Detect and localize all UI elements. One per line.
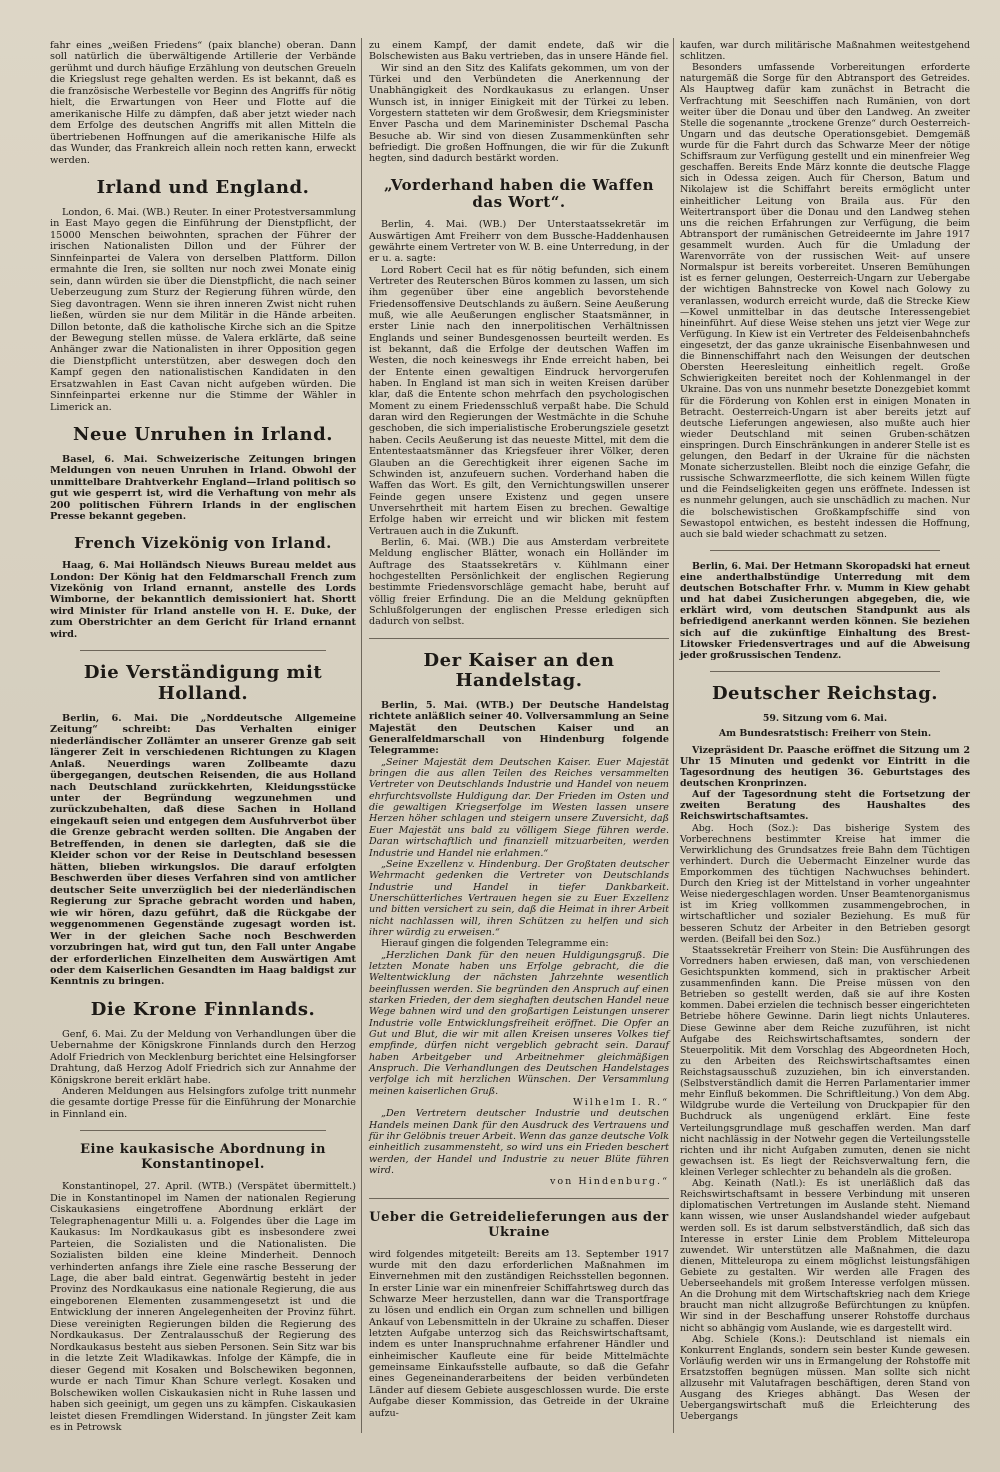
article-paragraph: „Den Vertretern deutscher Industrie und deutschen Handels meinen Dank für den Ausdruck des Vertrauens und für ihr Gelöbnis treuer Arbeit. Wenn das ganze deutsche Volk einheitlich zusammensteht, so wird uns ein Frieden beschert werden, der Handel und Industrie zu neuer Blüte führen wird.	[369, 1108, 669, 1177]
article-paragraph: Berlin, 6. Mai. (WB.) Die aus Amsterdam verbreitete Meldung englischer Blätter, wonach ein Holländer im Auftrage des Staatssekretärs v. Kühlmann einer hochgestellten Persönlichkeit der englischen Regierung bestimmte Friedensvorschläge gemacht habe, beruht auf völlig freier Erfindung. Die an die Meldung geknüpften Schlußfolgerungen der englischen Presse erledigen sich dadurch von selbst.	[369, 536, 669, 628]
article-paragraph: Berlin, 5. Mai. (WTB.) Der Deutsche Handelstag richtete anläßlich seiner 40. Vollversammlung an Seine Majestät den Deutschen Kaiser und an Generalfeldmarschall von Hindenburg folgende Telegramme:	[369, 700, 669, 757]
column-rule	[673, 38, 674, 1433]
divider	[80, 1130, 326, 1131]
column-middle	[369, 40, 669, 1419]
article-headline: „Vorderhand haben die Waffen das Wort“.	[383, 175, 655, 212]
article-paragraph: kaufen, war durch militärische Maßnahmen weitestgehend schlitzen.	[680, 40, 970, 63]
article-paragraph: Lord Robert Cecil hat es für nötig befunden, sich einem Vertreter des Reuterschen Büros kommen zu lassen, um sich ihm gegenüber über eine angeblich bevorstehende Friedensoffensive Deutschlands zu äußern. Seine Aeußerung muß, wie alle Aeußerungen englischer Staatsmänner, in erster Linie nach den innerpolitischen Verhältnissen Englands und seiner Bundesgenossen beurteilt werden. Es ist bekannt, daß die Erfolge der deutschen Waffen im Westen, die noch keineswegs ihr Ende erreicht haben, bei der Entente einen gewaltigen Eindruck hervorgerufen haben. In England ist man sich in weiten Kreisen darüber klar, daß die Entente schon mehrfach den psychologischen Moment zu einem Friedensschluß verpaßt habe. Die Schuld daran wird den Regierungen der Westmächte in die Schuhe geschoben, die sich imperialistische Eroberungsziele gesetzt haben. Cecils Aeußerung ist das neueste Mittel, mit dem die Ententestaatsmänner das Kriegsfeuer ihrer Völker, deren Glauben an die Gerechtigkeit ihrer eigenen Sache im Schwinden ist, anzufeuern suchen. Vorderhand haben die Waffen das Wort. Es gilt, den Vernichtungswillen unserer Feinde gegen unsere Existenz und gegen unsere Unversehrtheit mit hartem Eisen zu brechen. Gewaltige Erfolge haben wir erreicht und wir blicken mit festem Vertrauen auch in die Zukunft.	[369, 264, 669, 537]
article-paragraph: „Seine Exzellenz v. Hindenburg. Der Großtaten deutscher Wehrmacht gedenken die Vertreter von Deutschlands Industrie und Handel in tiefer Dankbarkeit. Unerschütterliches Vertrauen hegen sie zu Euer Exzellenz und bitten versichert zu sein, daß die Heimat in ihrer Arbeit nicht nachlassen will, ihren Schützen zu helfen und sich ihrer würdig zu erweisen.“	[369, 858, 669, 938]
article-headline: Irland und England.	[96, 177, 310, 199]
article-paragraph: wird folgendes mitgeteilt: Bereits am 13. September 1917 wurde mit den dazu erforderlichen Maßnahmen im Einvernehmen mit den zuständigen Reichsstellen begonnen. In erster Linie war ein minenfreier Schiffahrtsweg durch das Schwarze Meer herzustellen, dann war die Transportfrage zu lösen und endlich ein Organ zum schnellen und billigen Ankauf von Lebensmitteln in der Ukraine zu schaffen. Dieser letzten Aufgabe unterzog sich das Reichswirtschaftsamt, indem es unter Inanspruchnahme erfahrener Händler und einheimischer Kaufleute eine für beide Mittelmächte gemeinsame Einkaufsstelle aufbaute, so daß die Gefahr eines Gegeneinanderarbeitens der beiden verbündeten Länder auf diesem Gebiete ausgeschlossen wurde. Die erste Aufgabe dieser Kommission, das Getreide in der Ukraine aufzu-	[369, 1248, 669, 1419]
article-paragraph: Berlin, 4. Mai. (WB.) Der Unterstaatssekretär im Auswärtigen Amt Freiherr von dem Bussche-Haddenhausen gewährte einem Vertreter von W. B. eine Unterredung, in der er u. a. sagte:	[369, 219, 669, 265]
article-paragraph: Konstantinopel, 27. April. (WTB.) (Verspätet übermittelt.) Die in Konstantinopel im Namen der nationalen Regierung Ciskaukasiens eingetroffene Abordnung erklärt der Telegraphenagentur Milli u. a. Folgendes über die Lage im Kaukasus: Im Nordkaukasus gibt es insbesondere zwei Parteien, die Sozialisten und die Nationalisten. Die Sozialisten bilden eine kleine Minderheit. Dennoch verhinderten anfangs ihre Ziele eine rasche Besserung der Lage, die aber bald eintrat. Gegenwärtig besteht in jeder Provinz des Nordkaukasus eine nationale Regierung, die aus eingeborenen Elementen zusammengesetzt ist und die Entwicklung der inneren Angelegenheiten der Provinz führt. Diese vereinigten Regierungen bilden die Regierung des Nordkaukasus. Der Zentralausschuß der Regierung des Nordkaukasus besteht aus sieben Personen. Sein Sitz war bis in die letzte Zeit Wladikawkas. Infolge der Kämpfe, die in dieser Gegend mit Kosaken und Bolschewiken begonnen, wurde er nach Timur Khan Schure verlegt. Kosaken und Bolschewiken wollen Ciskaukasien nicht in Ruhe lassen und haben sich geeinigt, um gegen uns zu kämpfen. Ciskaukasien leistet diesen Fremdlingen Widerstand. In jüngster Zeit kam es in Petrowsk	[50, 1181, 356, 1434]
article-headline: Deutscher Reichstag.	[711, 682, 939, 704]
divider	[710, 671, 940, 672]
article-paragraph: London, 6. Mai. (WB.) Reuter. In einer Protestversammlung in East Mayo gegen die Einführung der Dienstpflicht, der 15000 Menschen beiwohnten, sprachen der Führer der irischen Nationalisten Dillon und der Führer der Sinnfeinpartei de Valera von derselben Plattform. Dillon ermahnte die Iren, sie sollten nur noch zwei Monate einig sein, dann würden sie über die Dienstpflicht, die nach seiner Ueberzeugung zum Sturz der Regierung führen würde, den Sieg davontragen. Wenn sie ihren inneren Zwist nicht ruhen ließen, würden sie nur dem Militär in die Hände arbeiten. Dillon betonte, daß die katholische Kirche sich an die Spitze der Bewegung stellen müsse. de Valera erklärte, daß seine Anhänger zwar die Nationalisten in ihrer Opposition gegen die Dienstpflicht unterstützen, aber deswegen doch den Kampf gegen den nationalistischen Kandidaten in den Ersatzwahlen in East Cavan nicht aufgeben würden. Die Sinnfeinpartei erkenne nur die Stimme der Wähler in Limerick an.	[50, 206, 356, 413]
article-paragraph: Auf der Tagesordnung steht die Fortsetzung der zweiten Beratung des Haushaltes des Reichswirtschaftsamtes.	[680, 789, 970, 823]
article-paragraph: „Seiner Majestät dem Deutschen Kaiser. Euer Majestät bringen die aus allen Teilen des Reiches versammelten Vertreter von Deutschlands Industrie und Handel von neuem ehrfurchtsvollste Huldigung dar. Der Frieden im Osten und die gewaltigen Kriegserfolge im Westen lassen unsere Herzen höher schlagen und steigern unsere Zuversicht, daß Euer Majestät uns bald zu völligem Siege führen werde. Daran wirtschaftlich und finanziell mitzuarbeiten, werden Industrie und Handel nie erlahmen.“	[369, 756, 669, 859]
column-rule	[361, 38, 362, 1433]
article-paragraph: Genf, 6. Mai. Zu der Meldung von Verhandlungen über die Uebernahme der Königskrone Finnlands durch den Herzog Adolf Friedrich von Mecklenburg berichtet eine Helsingforser Drahtung, daß Herzog Adolf Friedrich sich zur Annahme der Königskrone bereit erklärt habe.	[50, 1028, 356, 1086]
divider	[80, 650, 326, 651]
article-paragraph: zu einem Kampf, der damit endete, daß wir die Bolschewisten aus Baku vertrieben, das in unsere Hände fiel.	[369, 40, 669, 63]
article-paragraph: Berlin, 6. Mai. Die „Norddeutsche Allgemeine Zeitung“ schreibt: Das Verhalten einiger niederländischer Zollämter an unserer Grenze gab seit längerer Zeit in verschiedenen Richtungen zu Klagen Anlaß. Neuerdings waren Zollbeamte dazu übergegangen, deutschen Reisenden, die aus Holland nach Deutschland zurückkehrten, Kleidungsstücke unter der Begründung wegzunehmen und zurückzubehalten, daß diese Sachen in Holland eingekauft seien und entgegen dem Ausfuhrverbot über die Grenze gebracht werden sollten. Die Angaben der Betreffenden, in denen sie darlegten, daß sie die Kleider schon vor der Reise in Deutschland besessen hätten, blieben wirkungslos. Die darauf erfolgten Beschwerden über dieses Verfahren sind von amtlicher deutscher Seite unverzüglich bei der niederländischen Regierung zur Sprache gebracht worden und haben, wie wir hören, dazu geführt, daß die Rückgabe der weggenommenen Gegenstände zugesagt worden ist. Wer in der gleichen Sache noch Beschwerden vorzubringen hat, wird gut tun, den Fall unter Angabe der erforderlichen Einzelheiten dem Auswärtigen Amt oder dem Kaiserlichen Gesandten im Haag baldigst zur Kenntnis zu bringen.	[50, 712, 356, 988]
article-paragraph: Vizepräsident Dr. Paasche eröffnet die Sitzung um 2 Uhr 15 Minuten und gedenkt vor Eintritt in die Tagesordnung des heutigen 36. Geburtstages des deutschen Kronprinzen.	[680, 744, 970, 790]
article-paragraph: Abg. Hoch (Soz.): Das bisherige System des Vorberechnens bestimmter Kreise hat immer die Verwirklichung des Grundsatzes freie Bahn dem Tüchtigen verhindert. Durch die Uebermacht Einzelner wurde das Emporkommen des tüchtigen Nachwuchses behindert. Durch den Krieg ist der Mittelstand in vorher ungeahnter Weise niedergeschlagen worden. Unser Beamtenorganismus ist im Krieg vollkommen zusammengebrochen, in wirtschaftlicher und sozialer Beziehung. Es muß für besseren Schutz der Arbeiter in den Betrieben gesorgt werden. (Beifall bei den Soz.)	[680, 822, 970, 945]
session-subheading: 59. Sitzung vom 6. Mai.	[762, 712, 888, 724]
signature-line: von Hindenburg.“	[549, 1176, 669, 1188]
column-left	[50, 40, 356, 1434]
article-paragraph: Haag, 6. Mai Holländsch Nieuws Bureau meldet aus London: Der König hat den Feldmarschall French zum Vizekönig von Irland ernannt, anstelle des Lords Wimborne, der bekanntlich demissioniert hat. Shortt wird Minister für Irland anstelle von H. E. Duke, der zum Oberstrichter an dem Gericht für Irland ernannt wird.	[50, 560, 356, 640]
article-paragraph: Besonders umfassende Vorbereitungen erforderte naturgemäß die Sorge für den Abtransport des Getreides. Als Hauptweg dafür kam zunächst in Betracht die Verfrachtung mit Seeschiffen nach Rumänien, von dort weiter über die Donau und über den Landweg. An zweiter Stelle die sogenannte „trockene Grenze“ durch Oesterreich-Ungarn und das deutsche Operationsgebiet. Demgemäß wurde für die Fahrt durch das Schwarze Meer der nötige Schiffsraum zur Verfügung gestellt und ein minenfreier Weg geschaffen. Bereits Ende März konnte die deutsche Flagge sich in Odessa zeigen. Auch für Cherson, Batum und Nikolajew ist die Schiffahrt bereits ermöglicht unter einheitlicher Leitung von Braila aus. Für den Weitertransport über die Donau und den Landweg stehen uns die reichen Erfahrungen zur Verfügung, die beim Abtransport der rumänischen Getreideernte im Jahre 1917 gesammelt wurden. Auch für die Umladung der Warenvorräte von der russischen Weit- auf unsere Normalspur ist bereits vorbereitet. Unseren Bemühungen ist es ferner gelungen, Oesterreich-Ungarn zur Uebergabe der wichtigen Bahnstrecke von Kowel nach Golowy zu veranlassen, wodurch erreicht wurde, daß die Strecke Kiew—Kowel unmittelbar in das deutsche Interessengebiet hineinführt. Auf diese Weise stehen uns jetzt vier Wege zur Verfügung. In Kiew ist ein Vertreter des Feldeisenbahnchefs eingesetzt, der das ganze ukrainische Eisenbahnwesen und die Binnenschiffahrt nach den Weisungen der deutschen Obersten Heeresleitung einheitlich regelt. Große Schwierigkeiten bereitet noch der Kohlenmangel in der Ukraine. Das von uns nunmehr besetzte Donezgebiet kommt für die Förderung von Kohlen erst in einigen Monaten in Betracht. Oesterreich-Ungarn ist aber bereits jetzt auf deutsche Lieferungen angewiesen, also mußte auch hier wieder Deutschland mit seinen Gruben-schätzen einspringen. Durch Einschränkungen in anderer Stelle ist es gelungen, den Bedarf in der Ukraine für die nächsten Monate sicherzustellen. Bleibt noch die einzige Gefahr, die russische Schwarzmeerflotte, die sich keinem Willen fügte und die Feindseligkeiten gegen uns eröffnete. Indessen ist es nunmehr gelungen, auch sie unschädlich zu machen. Nur die bolschewistischen Großkampfschiffe sind von Sewastopol entwichen, es besteht indessen die Hoffnung, auch sie bald wieder schachmatt zu setzen.	[680, 62, 970, 540]
article-paragraph: Berlin, 6. Mai. Der Hetmann Skoropadski hat erneut eine anderthalbstündige Unterredung mit dem deutschen Botschafter Frhr. v. Mumm in Kiew gehabt und hat dabei Zusicherungen abgegeben, die, wie erklärt wird, vom deutschen Standpunkt aus als befriedigend anerkannt werden können. Sie beziehen sich auf die zukünftige Einhaltung des Brest-Litowsker Friedensvertrages und auf die Abweisung jeder großrussischen Tendenz.	[680, 560, 970, 661]
article-headline: Eine kaukasische Abordnung in Konstantinopel.	[80, 1142, 326, 1173]
article-headline: French Vizekönig von Irland.	[74, 533, 332, 552]
article-headline: Die Krone Finnlands.	[90, 998, 316, 1020]
article-headline: Neue Unruhen in Irland.	[73, 424, 333, 446]
article-paragraph: Basel, 6. Mai. Schweizerische Zeitungen bringen Meldungen von neuen Unruhen in Irland. Obwohl der unmittelbare Drahtverkehr England—Irland politisch so gut wie gesperrt ist, wird die Verhaftung von mehr als 200 politischen Führern Irlands in der englischen Presse bekannt gegeben.	[50, 453, 356, 523]
column-right	[680, 40, 970, 1422]
divider	[369, 638, 669, 639]
article-paragraph: Abg. Schiele (Kons.): Deutschland ist niemals ein Konkurrent Englands, sondern sein bester Kunde gewesen. Vorläufig werden wir uns in Ermangelung der Rohstoffe mit Ersatzstoffen begnügen müssen. Man sollte sich nicht allzusehr mit Valutafragen beschäftigen, deren Stand von Ausgang des Krieges abhängt. Das Wesen der Uebergangswirtschaft muß die Erleichterung des Uebergangs	[680, 1333, 970, 1423]
article-paragraph: Wir sind an den Sitz des Kalifats gekommen, um von der Türkei und den Verbündeten die Anerkennung der Unabhängigkeit des Nordkaukasus zu erlangen. Unser Wunsch ist, in inniger Einigkeit mit der Türkei zu leben. Vorgestern statteten wir dem Großwesir, dem Kriegsminister Enver Pascha und dem Marineminister Dschemal Pascha Besuche ab. Wir sind von diesen Zusammenkünften sehr befriedigt. Die großen Hoffnungen, die wir für die Zukunft hegten, sind dadurch bestärkt worden.	[369, 62, 669, 165]
article-headline: Der Kaiser an den Handelstag.	[423, 649, 615, 692]
article-headline: Ueber die Getreidelieferungen aus der Ukraine	[369, 1209, 669, 1240]
article-paragraph: Anderen Meldungen aus Helsingfors zufolge tritt nunmehr die gesamte dortige Presse für die Einführung der Monarchie in Finnland ein.	[50, 1085, 356, 1120]
article-paragraph: Abg. Keinath (Natl.): Es ist unerläßlich daß das Reichswirtschaftsamt in bessere Verbindung mit unseren diplomatischen Vertretungen im Auslande steht. Niemand kann wissen, wie unser Auslandshandel wieder aufgebaut werden soll. Es ist darum selbstverständlich, daß sich das Interesse in erster Linie dem Problem Mitteleuropa zuwendet. Wir unterstützen alle Maßnahmen, die dazu dienen, Mitteleuropa zu einem möglichst leistungsfähigen Gebiete zu gestalten. Wir werden alle Fragen des Ueberseehandels mit großem Interesse verfolgen müssen. An die Drohung mit dem Wirtschaftskrieg nach dem Kriege braucht man nicht allzugroße Befürchtungen zu knüpfen. Wir sind in der Beschaffung unserer Rohstoffe durchaus nicht so abhängig vom Auslande, wie es dargestellt wird.	[680, 1178, 970, 1334]
divider	[710, 550, 940, 551]
article-paragraph: Hierauf gingen die folgenden Telegramme ein:	[381, 938, 609, 950]
session-subheading: Am Bundesratstisch: Freiherr von Stein.	[718, 727, 932, 739]
article-paragraph: Staatssekretär Freiherr von Stein: Die Ausführungen des Vorredners haben erwiesen, daß man, von verschiedenen Gesichtspunkten kommend, sich in praktischer Arbeit zusammenfinden kann. Die Preise müssen von den Betrieben so gestellt werden, daß sie auf ihre Kosten kommen. Dabei erzielen die technisch besser eingerichteten Betriebe höhere Gewinne. Darin liegt nichts Unlauteres. Diese Gewinne aber dem Reiche zuzuführen, ist nicht Aufgabe des Reichswirtschaftsamtes, sondern der Steuerpolitik. Mit dem Vorschlag des Abgeordneten Hoch, zu den Arbeiten des Reichswirtschaftsamtes einen Reichstagsausschuß zuzuziehen, bin ich einverstanden. (Selbstverständlich damit die Herren Parlamentarier immer mehr Einfluß bekommen. Die Schriftleitung.) Von dem Abg. Wildgrube wurde die Verteilung von Druckpapier für den Buchdruck als ungenügend erklärt. Eine feste Verteilungsgrundlage muß geschaffen werden. Man darf nicht nachlässig in der Notwehr gegen die Verteilungsstelle richten und ihr nicht Aufgaben zumuten, denen sie nicht gewachsen ist. Es liegt der Reichsverwaltung fern, die kleinen Verleger schlechter zu behandeln als die großen.	[680, 944, 970, 1178]
signature-line: Wilhelm I. R.“	[573, 1097, 669, 1109]
article-paragraph: „Herzlichen Dank für den neuen Huldigungsgruß. Die letzten Monate haben uns Erfolge gebracht, die die Weltentwicklung der nächsten Jahrzehnte wesentlich beeinflussen werden. Sie begründen den Anspruch auf einen starken Frieden, der dem sieghaften deutschen Handel neue Wege bahnen wird und den großartigen Leistungen unserer Industrie volle Entwicklungsfreiheit eröffnet. Die Opfer an Gut und Blut, die wir mit allen Kreisen unseres Volkes tief empfinde, dürfen nicht vergeblich gebracht sein. Darauf haben Arbeitgeber und Arbeitnehmer gleichmäßigen Anspruch. Die Verhandlungen des Deutschen Handelstages verfolge ich mit herzlichen Wünschen. Der Versammlung meinen kaiserlichen Gruß.	[369, 949, 669, 1097]
divider	[369, 1198, 669, 1199]
article-headline: Die Verständigung mit Holland.	[83, 662, 323, 704]
article-paragraph: fahr eines „weißen Friedens“ (paix blanche) oberan. Dann soll natürlich die überwältigende Artillerie der Verbände gerühmt und durch häufige Erzählung von deutschen Greueln die Kriegslust rege gehalten werden. Es ist bekannt, daß es die französische Werbestelle vor Beginn des Angriffs für nötig hielt, die Erwartungen von Heer und Flotte auf die amerikanische Hilfe zu dämpfen, daß aber jetzt wieder nach dem Erfolge des deutschen Angriffs mit allen Mitteln die übertriebenen Hoffnungen auf die amerikanische Hilfe als das Wunder, das Frankreich allein noch retten kann, erweckt werden.	[50, 40, 356, 166]
